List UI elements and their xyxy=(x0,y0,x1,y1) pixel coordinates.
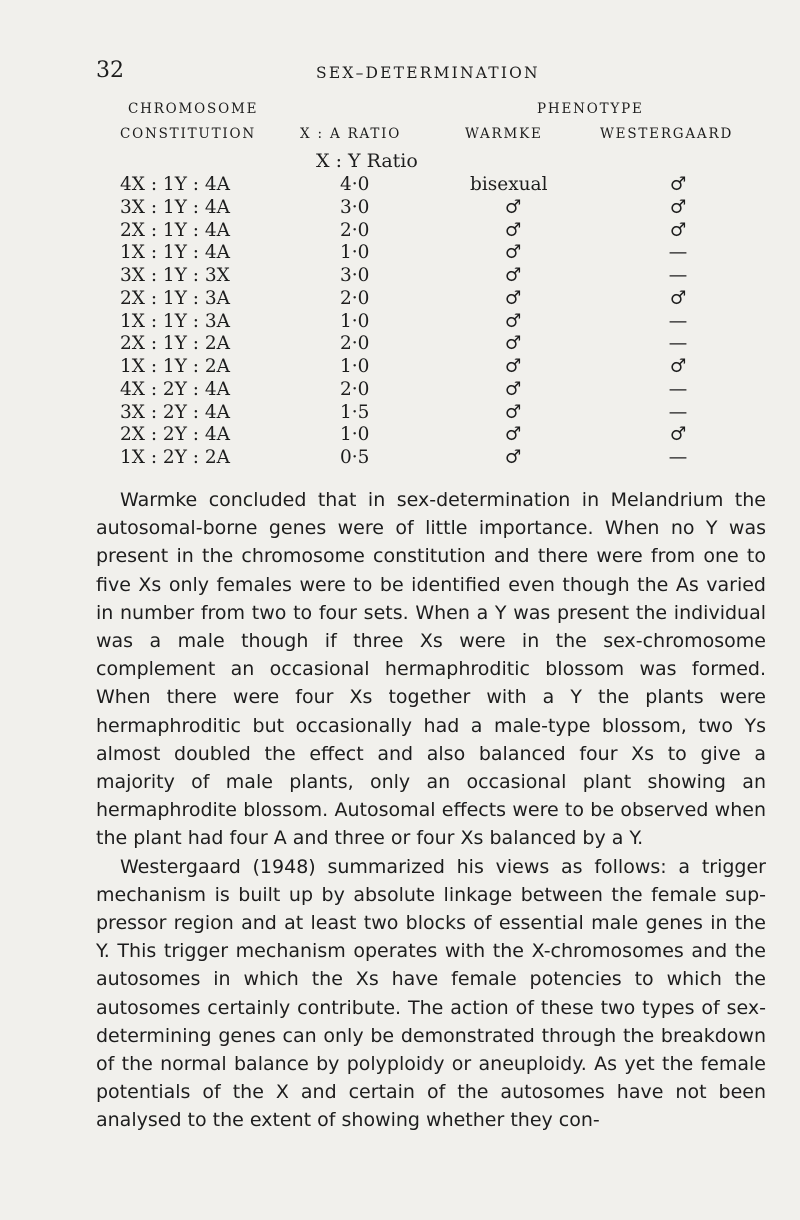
xa-ratio-value: 4·0 xyxy=(340,174,370,195)
chromosome-constitution: 2X : 1Y : 3A xyxy=(120,287,231,309)
chromosome-constitution: 1X : 1Y : 3A xyxy=(120,310,231,332)
warmke-phenotype: ♂ xyxy=(504,219,522,241)
body-text xyxy=(96,486,766,1135)
xa-ratio-value: 0·5 xyxy=(340,447,370,468)
chromosome-constitution: 1X : 1Y : 4A xyxy=(120,242,231,264)
westergaard-phenotype: — xyxy=(668,310,688,332)
chromosome-constitution: 2X : 1Y : 4A xyxy=(120,219,231,241)
xa-ratio-value: 1·0 xyxy=(340,242,370,264)
table-row xyxy=(0,379,800,401)
warmke-phenotype: ♂ xyxy=(504,242,522,264)
xa-ratio-value: 3·0 xyxy=(340,265,370,286)
chromosome-constitution: 3X : 1Y : 3X xyxy=(120,265,230,286)
warmke-phenotype: ♂ xyxy=(504,287,522,309)
xa-ratio-value: 2·0 xyxy=(340,219,370,241)
westergaard-phenotype: — xyxy=(668,265,688,286)
page-number: 32 xyxy=(96,58,124,83)
table-row xyxy=(0,311,800,333)
table-row xyxy=(0,242,800,264)
header-warmke: WARMKE xyxy=(465,126,543,142)
table-row xyxy=(0,402,800,424)
table-row xyxy=(0,356,800,378)
header-chromosome: CHROMOSOME xyxy=(128,101,259,117)
running-head: SEX–DETERMINATION xyxy=(316,64,540,82)
chromosome-constitution: 3X : 2Y : 4A xyxy=(120,401,231,423)
warmke-phenotype: bisexual xyxy=(470,174,548,195)
chromosome-constitution: 2X : 1Y : 2A xyxy=(120,333,231,355)
header-constitution: CONSTITUTION xyxy=(120,126,256,142)
warmke-phenotype: ♂ xyxy=(504,333,522,355)
westergaard-phenotype: — xyxy=(668,378,688,400)
chromosome-constitution: 4X : 2Y : 4A xyxy=(120,378,231,400)
westergaard-phenotype: ♂ xyxy=(669,287,687,309)
chromosome-constitution: 4X : 1Y : 4A xyxy=(120,174,231,195)
xa-ratio-value: 2·0 xyxy=(340,287,370,309)
xa-ratio-value: 1·5 xyxy=(340,401,370,423)
chromosome-constitution: 1X : 2Y : 2A xyxy=(120,447,231,468)
westergaard-phenotype: ♂ xyxy=(669,424,687,446)
westergaard-phenotype: ♂ xyxy=(669,219,687,241)
table-row xyxy=(0,265,800,287)
warmke-phenotype: ♂ xyxy=(504,401,522,423)
westergaard-phenotype: — xyxy=(668,242,688,264)
subheader-xy-ratio: X : Y Ratio xyxy=(316,150,418,172)
westergaard-phenotype: ♂ xyxy=(669,356,687,377)
westergaard-phenotype: — xyxy=(668,401,688,423)
warmke-phenotype: ♂ xyxy=(504,378,522,400)
westergaard-phenotype: ♂ xyxy=(669,174,687,195)
xa-ratio-value: 2·0 xyxy=(340,333,370,355)
paragraph: Westergaard (1948) summarized his views as follows: a trigger mechanism is built up by absolute linkage between the female suppressor region and at least two blocks of essential male genes in the Y. This trigger mechanism operates with the X-chromosomes and the autosomes in which the Xs have female potencies to which the autosomes certainly contribute. The action of these two types of sex-determining genes can only be demonstrated through the breakdown of the normal balance by polyploidy or aneuploidy. As yet the female potentials of the X and certain of the autosomes have not been analysed to the extent of showing whether they con- xyxy=(96,855,766,1132)
paragraph: Warmke concluded that in sex-determination in Melandrium the autosomal-borne genes were of little importance. When no Y was present in the chromosome constitution and there were from one to five Xs only females were to be identified even though the As varied in number from two to four sets. When a Y was present the individual was a male though if three Xs were in the sex-chromosome complement an occasional hermaphroditic blossom was formed. When there were four Xs together with a Y the plants were hermaphroditic but occasionally had a male-type blossom, two Ys almost doubled the effect and also balanced four Xs to give a majority of male plants, only an occasional plant showing an hermaphrodite blossom. Autosomal effects were to be observed when the plant had four A and three or four Xs balanced by a Y. xyxy=(96,489,766,850)
warmke-phenotype: ♂ xyxy=(504,447,522,468)
table-row xyxy=(0,447,800,469)
chromosome-constitution: 1X : 1Y : 2A xyxy=(120,356,231,377)
xa-ratio-value: 3·0 xyxy=(340,196,370,218)
warmke-phenotype: ♂ xyxy=(504,356,522,377)
warmke-phenotype: ♂ xyxy=(504,424,522,446)
warmke-phenotype: ♂ xyxy=(504,196,522,218)
table-row xyxy=(0,174,800,196)
warmke-phenotype: ♂ xyxy=(504,265,522,286)
chromosome-constitution: 2X : 2Y : 4A xyxy=(120,424,231,446)
header-westergaard: WESTERGAARD xyxy=(600,126,734,142)
table-row xyxy=(0,197,800,219)
xa-ratio-value: 1·0 xyxy=(340,310,370,332)
chromosome-constitution: 3X : 1Y : 4A xyxy=(120,196,231,218)
header-phenotype: PHENOTYPE xyxy=(537,101,644,117)
table-row xyxy=(0,424,800,446)
xa-ratio-value: 1·0 xyxy=(340,356,370,377)
warmke-phenotype: ♂ xyxy=(504,310,522,332)
westergaard-phenotype: ♂ xyxy=(669,196,687,218)
table-row xyxy=(0,333,800,355)
westergaard-phenotype: — xyxy=(668,333,688,355)
westergaard-phenotype: — xyxy=(668,447,688,468)
xa-ratio-value: 1·0 xyxy=(340,424,370,446)
table-row xyxy=(0,220,800,242)
xa-ratio-value: 2·0 xyxy=(340,378,370,400)
table-row xyxy=(0,288,800,310)
header-xa-ratio: X : A RATIO xyxy=(300,126,402,142)
